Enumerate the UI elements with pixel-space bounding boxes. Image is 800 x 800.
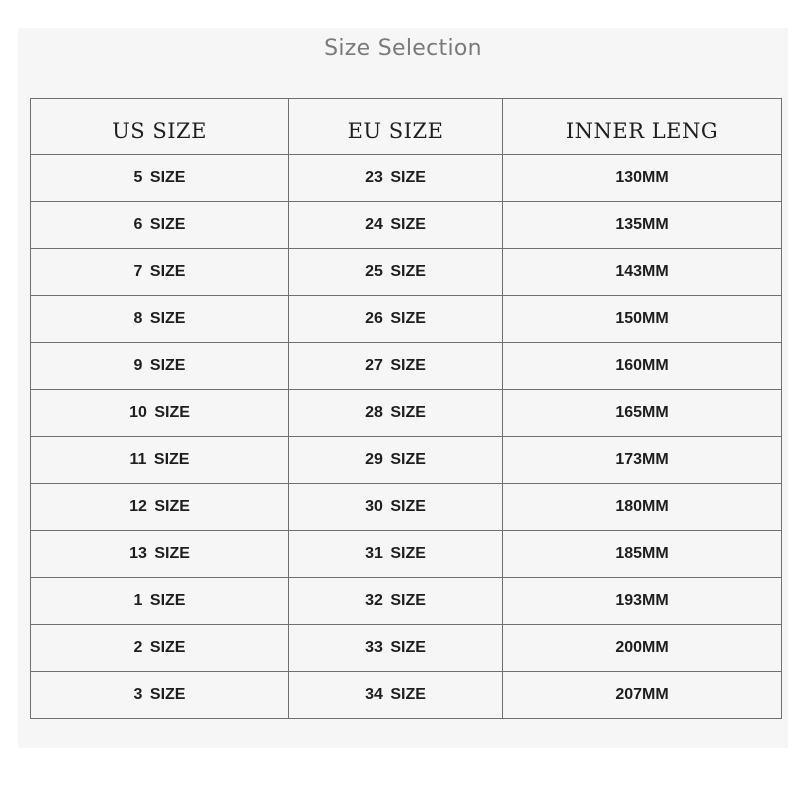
us-size-cell: 1 SIZE <box>31 578 289 625</box>
eu-size-cell: 27 SIZE <box>289 343 503 390</box>
table-row <box>31 343 782 390</box>
size-table <box>30 98 782 719</box>
table-row <box>31 672 782 719</box>
inner-length-cell: 200MM <box>503 625 782 672</box>
inner-length-cell: 207MM <box>503 672 782 719</box>
table-row <box>31 202 782 249</box>
us-size-cell: 13 SIZE <box>31 531 289 578</box>
inner-length-cell: 173MM <box>503 437 782 484</box>
eu-size-cell: 32 SIZE <box>289 578 503 625</box>
eu-size-cell: 28 SIZE <box>289 390 503 437</box>
inner-length-cell: 160MM <box>503 343 782 390</box>
us-size-cell: 12 SIZE <box>31 484 289 531</box>
table-row <box>31 578 782 625</box>
table-row <box>31 296 782 343</box>
table-row <box>31 390 782 437</box>
inner-length-cell: 180MM <box>503 484 782 531</box>
inner-length-cell: 165MM <box>503 390 782 437</box>
inner-length-cell: 143MM <box>503 249 782 296</box>
us-size-cell: 6 SIZE <box>31 202 289 249</box>
page-title: Size Selection <box>324 36 482 61</box>
us-size-cell: 8 SIZE <box>31 296 289 343</box>
eu-size-cell: 24 SIZE <box>289 202 503 249</box>
us-size-cell: 7 SIZE <box>31 249 289 296</box>
size-chart-panel <box>18 28 788 748</box>
inner-length-cell: 135MM <box>503 202 782 249</box>
eu-size-cell: 31 SIZE <box>289 531 503 578</box>
us-size-cell: 2 SIZE <box>31 625 289 672</box>
us-size-cell: 5 SIZE <box>31 155 289 202</box>
table-row <box>31 249 782 296</box>
table-row <box>31 155 782 202</box>
eu-size-cell: 23 SIZE <box>289 155 503 202</box>
us-size-cell: 9 SIZE <box>31 343 289 390</box>
eu-size-cell: 29 SIZE <box>289 437 503 484</box>
inner-length-cell: 150MM <box>503 296 782 343</box>
inner-length-cell: 130MM <box>503 155 782 202</box>
table-header-row <box>31 99 782 155</box>
inner-length-cell: 193MM <box>503 578 782 625</box>
us-size-cell: 3 SIZE <box>31 672 289 719</box>
table-row <box>31 625 782 672</box>
eu-size-cell: 33 SIZE <box>289 625 503 672</box>
header-us-size: US SIZE <box>31 99 289 155</box>
table-row <box>31 437 782 484</box>
table-row <box>31 531 782 578</box>
inner-length-cell: 185MM <box>503 531 782 578</box>
table-row <box>31 484 782 531</box>
eu-size-cell: 25 SIZE <box>289 249 503 296</box>
header-inner-length: INNER LENG <box>503 99 782 155</box>
us-size-cell: 10 SIZE <box>31 390 289 437</box>
header-eu-size: EU SIZE <box>289 99 503 155</box>
eu-size-cell: 34 SIZE <box>289 672 503 719</box>
eu-size-cell: 30 SIZE <box>289 484 503 531</box>
eu-size-cell: 26 SIZE <box>289 296 503 343</box>
us-size-cell: 11 SIZE <box>31 437 289 484</box>
